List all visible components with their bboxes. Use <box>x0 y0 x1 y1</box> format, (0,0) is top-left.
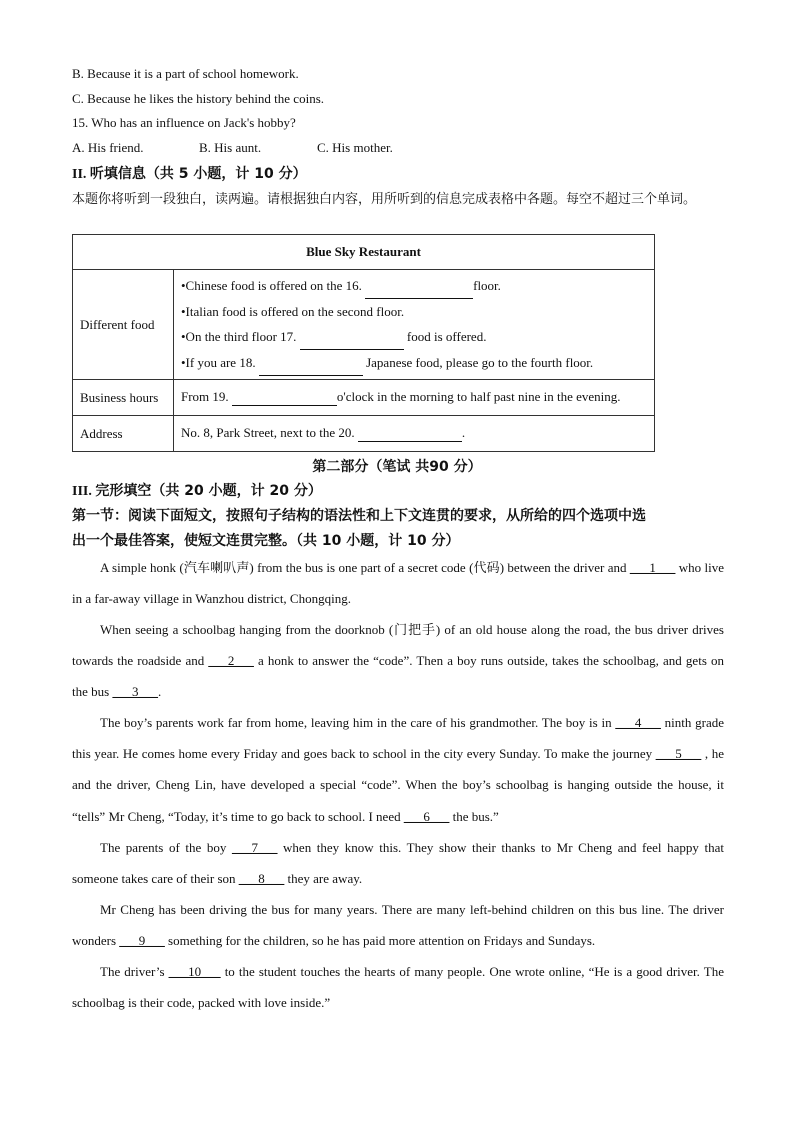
address-text: No. 8, Park Street, next to the 20. <box>181 425 355 440</box>
different-food-cell <box>174 270 655 380</box>
cloze-blank-6: ___6___ <box>403 808 450 824</box>
blank-16 <box>365 273 473 299</box>
passage-paragraph-6 <box>72 956 724 1018</box>
section3-title: 完形填空（共 20 小题，计 20 分） <box>95 483 322 499</box>
food-line-18-tail: Japanese food, please go to the fourth floor. <box>366 355 594 370</box>
table-title: Blue Sky Restaurant <box>73 235 655 270</box>
section3-instruction-line2: 出一个最佳答案，使短文连贯完整。（共 10 小题，计 10 分） <box>72 533 460 549</box>
section3-heading <box>72 480 322 500</box>
food-line-16-text: •Chinese food is offered on the 16. <box>181 278 362 293</box>
blank-18 <box>259 350 363 376</box>
food-line-italian <box>181 299 647 324</box>
q14-option-c: C. Because he likes the history behind the coins. <box>72 91 325 106</box>
p2-text-1: When seeing a schoolbag hanging from the doorknob (门把手) of an old house along the road, the bus driver drives towards the roadside and <box>72 622 724 669</box>
cloze-blank-7: ___7___ <box>231 840 278 855</box>
p3-text-1: The boy’s parents work far from home, leaving him in the care of his grandmother. The boy is in <box>100 715 616 730</box>
p4-text-2: when they know this. They show their thanks to Mr Cheng and feel happy that someone takes care of their son <box>72 840 724 887</box>
cloze-blank-5: ___5___ <box>655 746 702 762</box>
passage-paragraph-4 <box>72 832 724 894</box>
p1-text-1: A simple honk (汽车喇叭声) from the bus is one part of a secret code (代码) between the driver and <box>100 560 630 575</box>
cloze-blank-10: ___10___ <box>168 964 221 979</box>
cloze-blank-2: ___2___ <box>208 653 254 669</box>
business-hours-cell <box>174 380 655 416</box>
p6-text-2: to the student touches the hearts of many people. One wrote online, “He is a good driver. The schoolbag is their code, packed with love inside.” <box>72 964 724 1011</box>
cloze-blank-9: ___9___ <box>119 933 165 949</box>
cloze-blank-4: ___4___ <box>615 715 661 730</box>
cloze-blank-1: ___1___ <box>629 560 676 575</box>
section2-heading <box>72 163 307 183</box>
q15-stem: 15. Who has an influence on Jack's hobby? <box>72 115 296 130</box>
part2-heading: 第二部分（笔试 共90 分） <box>312 459 482 475</box>
row-label-business-hours: Business hours <box>73 380 174 416</box>
p3-text-3: , he and the driver, Cheng Lin, have developed a special “code”. When the boy’s schoolbag is hanging outside the house, it “tells” Mr Cheng, “Today, it’s time to go back to school. I need <box>72 746 724 824</box>
row-label-address: Address <box>73 416 174 452</box>
row-label-different-food: Different food <box>73 270 174 380</box>
section2-roman: II. <box>72 167 87 182</box>
food-line-17-text: •On the third floor 17. <box>181 329 297 344</box>
p3-text-4: the bus.” <box>449 808 499 824</box>
p2-text-3: . <box>157 684 162 700</box>
food-line-17-tail: food is offered. <box>406 329 487 344</box>
q15-option-a: A. His friend. <box>72 140 144 155</box>
food-line-italian-text: •Italian food is offered on the second floor. <box>181 304 405 319</box>
address-cell <box>174 416 655 452</box>
passage-paragraph-3 <box>72 707 724 832</box>
blank-17 <box>300 324 404 350</box>
section2-instruction: 本题你将听到一段独白，读两遍。请根据独白内容，用所听到的信息完成表格中各题。每空不超过三个单词。 <box>72 192 697 207</box>
food-line-18-text: •If you are 18. <box>181 355 256 370</box>
p2-text-2: a honk to answer the “code”. Then a boy runs outside, takes the schoolbag, and gets on the bus <box>72 653 724 700</box>
food-line-18 <box>181 350 647 376</box>
cloze-blank-8: ___8___ <box>238 871 285 887</box>
address-tail: . <box>461 425 466 440</box>
passage-paragraph-2 <box>72 614 724 708</box>
blank-20 <box>358 425 462 442</box>
food-line-17 <box>181 324 647 350</box>
blue-sky-restaurant-table <box>72 234 655 452</box>
passage-paragraph-1 <box>72 552 724 614</box>
cloze-blank-3: ___3___ <box>112 684 158 700</box>
p4-text-1: The parents of the boy <box>100 840 232 855</box>
p1-text-2: who live in a far-away village in Wanzhou district, Chongqing. <box>72 560 724 607</box>
q15-options <box>72 140 393 156</box>
food-line-16-tail: floor. <box>473 278 501 293</box>
blank-19 <box>232 389 337 406</box>
section3-instruction-line1: 第一节：阅读下面短文，按照句子结构的语法性和上下文连贯的要求，从所给的四个选项中选 <box>72 508 646 524</box>
p5-text-1: Mr Cheng has been driving the bus for many years. There are many left-behind children on this bus line. The driver wonders <box>72 902 724 949</box>
passage-paragraph-5 <box>72 894 724 956</box>
p5-text-2: something for the children, so he has paid more attention on Fridays and Sundays. <box>164 933 596 949</box>
p6-text-1: The driver’s <box>100 964 169 979</box>
p4-text-3: they are away. <box>284 871 363 887</box>
q14-option-b: B. Because it is a part of school homework. <box>72 66 299 81</box>
q15-option-b: B. His aunt. <box>199 140 262 155</box>
food-line-16 <box>181 273 647 299</box>
hours-tail: o'clock in the morning to half past nine in the evening. <box>336 389 621 404</box>
p3-text-2: ninth grade this year. He comes home every Friday and goes back to school in the city every Sunday. To make the journey <box>72 715 725 762</box>
section2-title: 听填信息（共 5 小题，计 10 分） <box>89 166 307 182</box>
q15-option-c: C. His mother. <box>317 140 393 155</box>
hours-text: From 19. <box>181 389 229 404</box>
section3-roman: III. <box>72 484 92 499</box>
